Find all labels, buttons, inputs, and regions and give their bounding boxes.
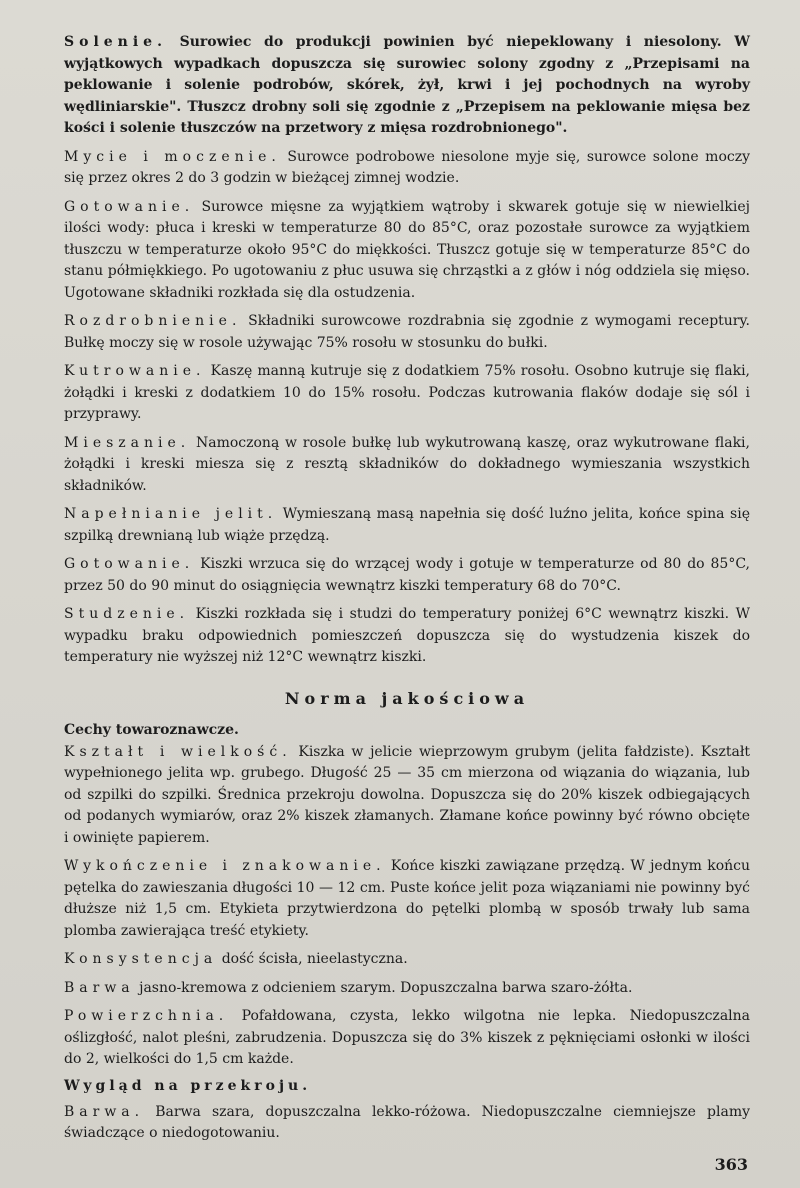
paragraph-lead: Mieszanie. <box>64 434 191 451</box>
paragraph-text: Kiszka w jelicie wieprzowym grubym (jelita fałdziste). Kształt wypełnionego jelita wp. grubego. Długość 25 — 35 cm mierzona od wiązania do wiązania, lub od szpilki do szpilki. Średnica przekroju dowolna. Dopuszcza się do 20% kiszek odbiegających od podanych wymiarów, oraz 2% kiszek złamanych. Złamane końce powinny być równo obcięte i owinięte papierem. <box>64 743 750 846</box>
paragraph-text: Wymieszaną masą napełnia się dość luźno jelita, końce spina się szpilką drewnianą lub wiąże przędzą. <box>64 506 750 544</box>
paragraph-lead: Barwa <box>64 979 135 996</box>
paragraph-text: Kaszę manną kutruje się z dodatkiem 75% rosołu. Osobno kutruje się flaki, żołądki i kreski z dodatkiem 10 do 15% rosołu. Podczas kutrowania flaków dodaje się sól i przyprawy. <box>64 363 750 422</box>
paragraph-lead: Rozdrobnienie. <box>64 313 242 329</box>
page-number: 363 <box>714 1155 748 1174</box>
paragraph-rozdrobnienie <box>64 311 750 354</box>
paragraph-text: Składniki surowcowe rozdrabnia się zgodnie z wymogami receptury. Bułkę moczy się w rosole używając 75% rosołu w stosunku do bułki. <box>64 313 750 351</box>
paragraph-text: Namoczoną w rosole bułkę lub wykutrowaną kaszę, oraz wykutrowane flaki, żołądki i kreski miesza się z resztą składników do dokładnego wymieszania wszystkich składników. <box>64 434 750 494</box>
paragraph-ksztalt <box>64 742 750 850</box>
paragraph-lead: Konsystencja <box>64 951 218 967</box>
paragraph-powierzchnia <box>64 1006 750 1071</box>
paragraph-text: Surowce mięsne za wyjątkiem wątroby i skwarek gotuje się w niewielkiej ilości wody: płuca i kreski w temperaturze 80 do 85°C, oraz pozostałe surowce za wyjątkiem tłuszczu w temperaturze około 95°C do miękkości. Tłuszcz gotuje się w temperaturze 85°C do stanu półmiękkiego. Po ugotowaniu z płuc usuwa się chrząstki a z głów i nóg oddziela się mięso. Ugotowane składniki rozkłada się dla ostudzenia. <box>64 198 750 301</box>
paragraph-text: Surowce podrobowe niesolone myje się, surowce solone moczy się przez okres 2 do 3 godzin w bieżącej zimnej wodzie. <box>64 148 750 186</box>
paragraph-lead: Gotowanie. <box>64 198 195 215</box>
paragraph-text: Barwa szara, dopuszczalna lekko-różowa. Niedopuszczalne ciemniejsze plamy świadczące o niedogotowaniu. <box>64 1103 750 1141</box>
paragraph-mieszanie <box>64 433 750 498</box>
paragraph-lead: Gotowanie. <box>64 556 195 572</box>
paragraph-text: dość ścisła, nieelastyczna. <box>217 951 408 967</box>
paragraph-mycie <box>64 147 750 190</box>
paragraph-text: Kiszki rozkłada się i studzi do temperatury poniżej 6°C wewnątrz kiszki. W wypadku braku odpowiednich pomieszczeń dopuszcza się do wystudzenia kiszek do temperatury nie wyższej niż 12°C wewnątrz kiszki. <box>64 606 750 665</box>
paragraph-text: jasno-kremowa z odcieniem szarym. Dopuszczalna barwa szaro-żółta. <box>134 979 633 996</box>
paragraph-studzenie <box>64 604 750 669</box>
paragraph-gotowanie <box>64 197 750 305</box>
paragraph-text: Końce kiszki zawiązane przędzą. W jednym końcu pętelka do zawieszania długości 10 — 12 cm. Puste końce jelit poza wiązaniami nie powinny być dłuższe niż 1,5 cm. Etykieta przytwierdzona do pętelki plombą w sposób trwały lub sama plomba zawierająca treść etykiety. <box>64 858 750 939</box>
paragraph-kutrowanie <box>64 361 750 426</box>
paragraph-gotowanie-2 <box>64 554 750 597</box>
paragraph-lead: Kształt i wielkość. <box>64 743 292 760</box>
paragraph-lead: Studzenie. <box>64 606 190 622</box>
paragraph-lead: Mycie i moczenie. <box>64 148 281 165</box>
paragraph-wykonczenie <box>64 856 750 942</box>
subheading: Cechy towaroznawcze. <box>64 721 239 738</box>
paragraph-lead: Solenie. <box>64 34 167 50</box>
paragraph-barwa-przekroj <box>64 1102 750 1145</box>
paragraph-text: Kiszki wrzuca się do wrzącej wody i gotuje w temperaturze od 80 do 85°C, przez 50 do 90 minut do osiągnięcia wewnątrz kiszki temperatury 68 do 70°C. <box>64 556 750 594</box>
paragraph-konsystencja <box>64 949 750 971</box>
paragraph-lead: Wykończenie i znakowanie. <box>64 858 386 874</box>
paragraph-napelnianie <box>64 504 750 547</box>
paragraph-text: Pofałdowana, czysta, lekko wilgotna nie lepka. Niedopuszczalna oślizgłość, nalot pleśni, zabrudzenia. Dopuszcza się do 3% kiszek z pęknięciami osłonki w ilości do 2, wielkości do 1,5 cm każde. <box>64 1008 750 1067</box>
paragraph-lead: Napełnianie jelit. <box>64 506 278 522</box>
paragraph-lead: Kutrowanie. <box>64 363 206 379</box>
paragraph-lead: Barwa. <box>64 1103 145 1120</box>
paragraph-solenie <box>64 32 750 140</box>
section-heading: Norma jakościowa <box>284 688 530 708</box>
paragraph-text: Surowiec do produkcji powinien być niepeklowany i niesolony. W wyjątkowych wypadkach dopuszcza się surowiec solony zgodny z „Przepisami na peklowanie i solenie podrobów, skórek, żył, krwi i jej pochodnych na wyroby wędliniarskie". Tłuszcz drobny soli się zgodnie z „Przepisem na peklowanie mięsa bez kości i solenie tłuszczów na przetwory z mięsa rozdrobnionego". <box>64 34 750 136</box>
paragraph-lead: Powierzchnia. <box>64 1008 229 1024</box>
subheading-przekroj: Wygląd na przekroju. <box>64 1077 312 1094</box>
paragraph-barwa <box>64 978 750 1000</box>
